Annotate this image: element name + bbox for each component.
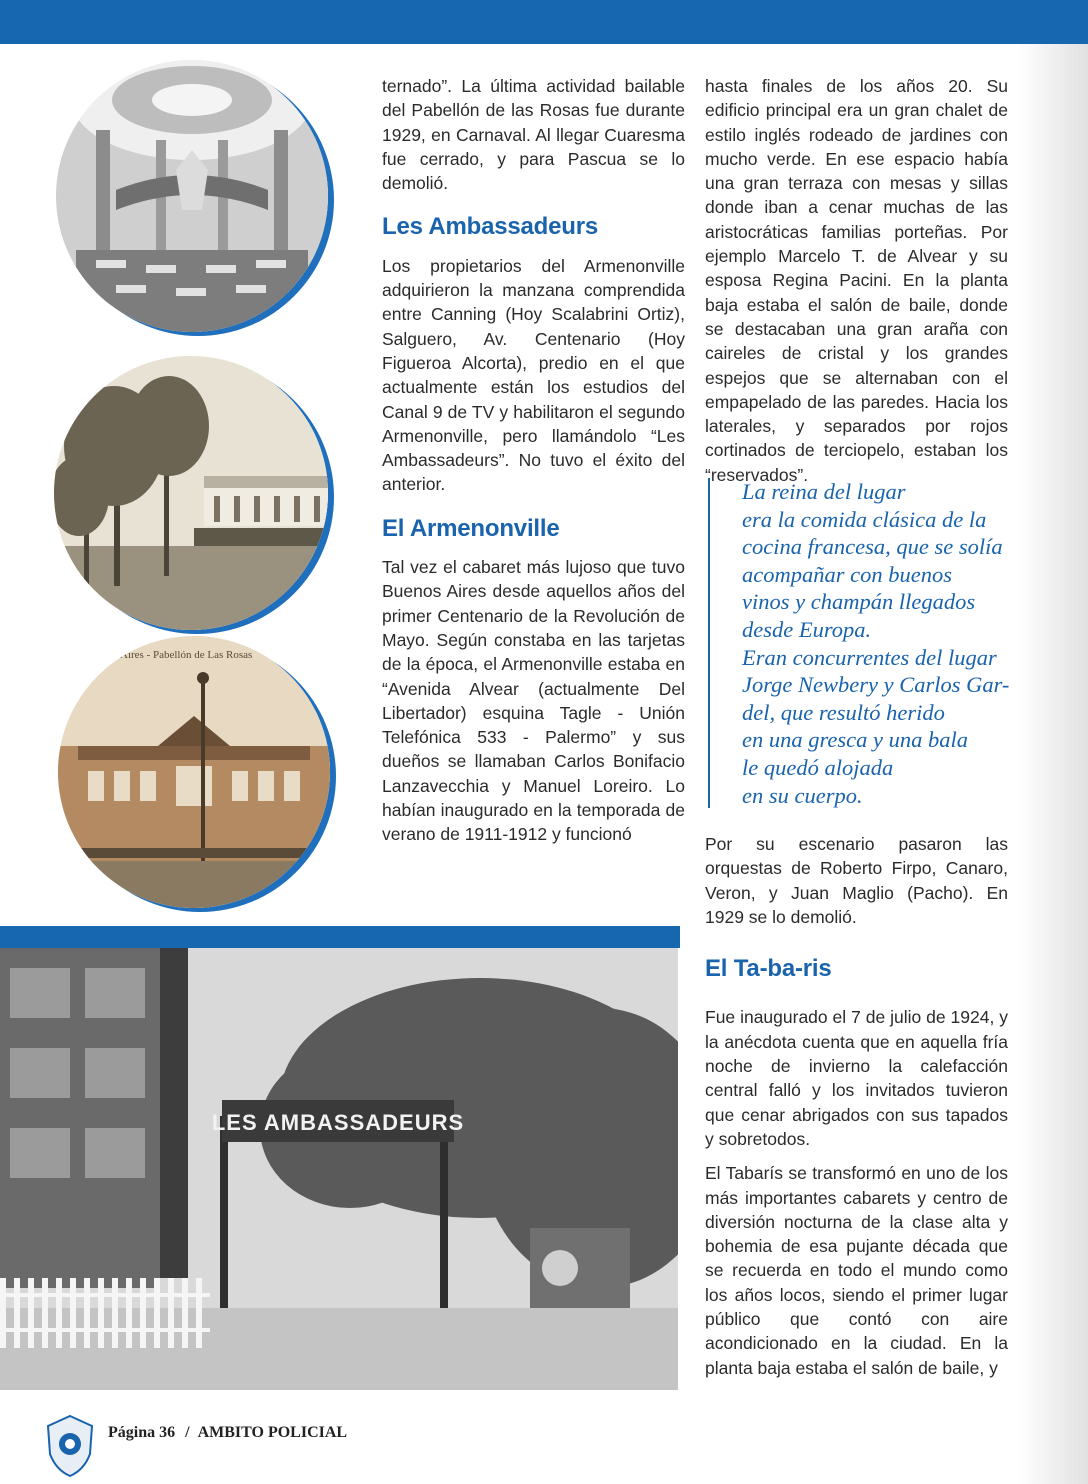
quote-line: La reina del lugar [742, 479, 906, 504]
quote-line: acompañar con buenos [742, 561, 952, 587]
tabaris-paragraph-2: El Tabarís se transformó en uno de los más importantes cabarets y centro de diversión nocturna de la clase alta y bohemia de esa pujante década que se recuerda en todo el mundo como los años locos, siendo el primer lugar público que contó con aire acondicionado en la ciudad. En la planta baja estaba el salón de baile, y [705, 1163, 1008, 1378]
armenonville-continuation: hasta finales de los años 20. Su edificio principal era un gran chalet de estilo inglés rodeado de jardines con mucho verde. En ese espacio había una gran terraza con mesas y sillas donde iban a cenar muchas de las aristocráticas familias porteñas. Por ejemplo Marcelo T. de Alvear y su esposa Regina Pacini. En la planta baja estaba el salón de baile, donde se destacaban una gran araña con caireles de cristal y los grandes espejos que se alternaban con el empapelado de las paredes. Hacia los laterales, y separados por rojos cortinados de terciopelo, estaban los “reservados”. [705, 76, 1008, 485]
pull-quote [708, 478, 1032, 808]
footer-separator: / [185, 1424, 190, 1441]
quote-line: en su cuerpo. [742, 782, 863, 808]
quote-line: le quedó alojada [742, 754, 894, 780]
quote-line: Eran concurrentes del lugar [742, 644, 997, 670]
top-banner [0, 0, 1088, 44]
article-column-2-top [705, 74, 1008, 497]
photo-accent-strip [0, 926, 680, 948]
heading-el-tabaris: El Ta-ba-ris [705, 955, 832, 983]
quote-line: cocina francesa, que se solía [742, 534, 1003, 560]
quote-line: del, que resultó herido [742, 699, 945, 725]
heading-el-armenonville: El Armenonville [382, 514, 560, 542]
armenonville-garden-photo [54, 356, 328, 630]
orquestas-paragraph: Por su escenario pasaron las orquestas de Roberto Firpo, Canaro, Veron, y Juan Maglio (Pacho). En 1929 se lo demolió. [705, 834, 1008, 927]
tabaris-paragraph-1: Fue inaugurado el 7 de julio de 1924, y la anécdota cuenta que en aquella fría noche de invierno la calefacción central falló y los invitados tuvieron que cenar abrigados con sus tapados y sobretodos. [705, 1007, 1008, 1149]
article-column-2-bottom [705, 832, 1008, 1390]
quote-line: vinos y champán llegados [742, 589, 976, 615]
heading-les-ambassadeurs: Les Ambassadeurs [382, 213, 599, 241]
intro-paragraph: ternado”. La última actividad bailable del Pabellón de las Rosas fue durante 1929, en Carnaval. Al llegar Cuaresma fue cerrado, y para Pascua se lo demolió. [382, 76, 685, 194]
quote-line: era la comida clásica de la [742, 506, 987, 532]
page-footer [108, 1424, 347, 1442]
ballroom-interior-photo [56, 60, 328, 332]
ambassadeurs-paragraph: Los propietarios del Armenonville adquirieron la manzana comprendida entre Canning (Hoy Scalabrini Ortiz), Salguero, Av. Centenario (Hoy Figueroa Alcorta), predio en el que actualmente están los estudios del Canal 9 de TV y habilitaron el segundo Armenonville, pero llamándolo “Les Ambassadeurs”. No tuvo el éxito del anterior. [382, 255, 685, 495]
ambassadeurs-sign: LES AMBASSADEURS [211, 1110, 465, 1135]
quote-line: Jorge Newbery y Carlos Gar- [742, 672, 1010, 698]
les-ambassadeurs-entrance-photo [0, 948, 678, 1390]
page-number: Página 36 [108, 1424, 176, 1441]
publication-name: AMBITO POLICIAL [197, 1424, 348, 1441]
pabellon-rosas-postcard [58, 636, 330, 908]
armenonville-paragraph: Tal vez el cabaret más lujoso que tuvo Buenos Aires desde aquellos años del primer Centenario de la Revolución de Mayo. Según constaba en las tarjetas de la época, el Armenonville estaba en “Avenida Alvear (actualmente Del Libertador) esquina Tagle - Unión Telefónica 533 - Palermo” y sus dueños se llamaban Carlos Bonifacio Lanzavecchia y Manuel Loreiro. Lo habían inaugurado en la temporada de verano de 1911-1912 y funcionó [382, 557, 685, 845]
police-crest-icon [44, 1414, 96, 1478]
quote-line: en una gresca y una bala [742, 727, 968, 753]
article-column-1 [382, 74, 685, 857]
postcard-caption: Aires - Pabellón de Las Rosas [120, 649, 253, 661]
quote-line: desde Europa. [742, 616, 872, 642]
